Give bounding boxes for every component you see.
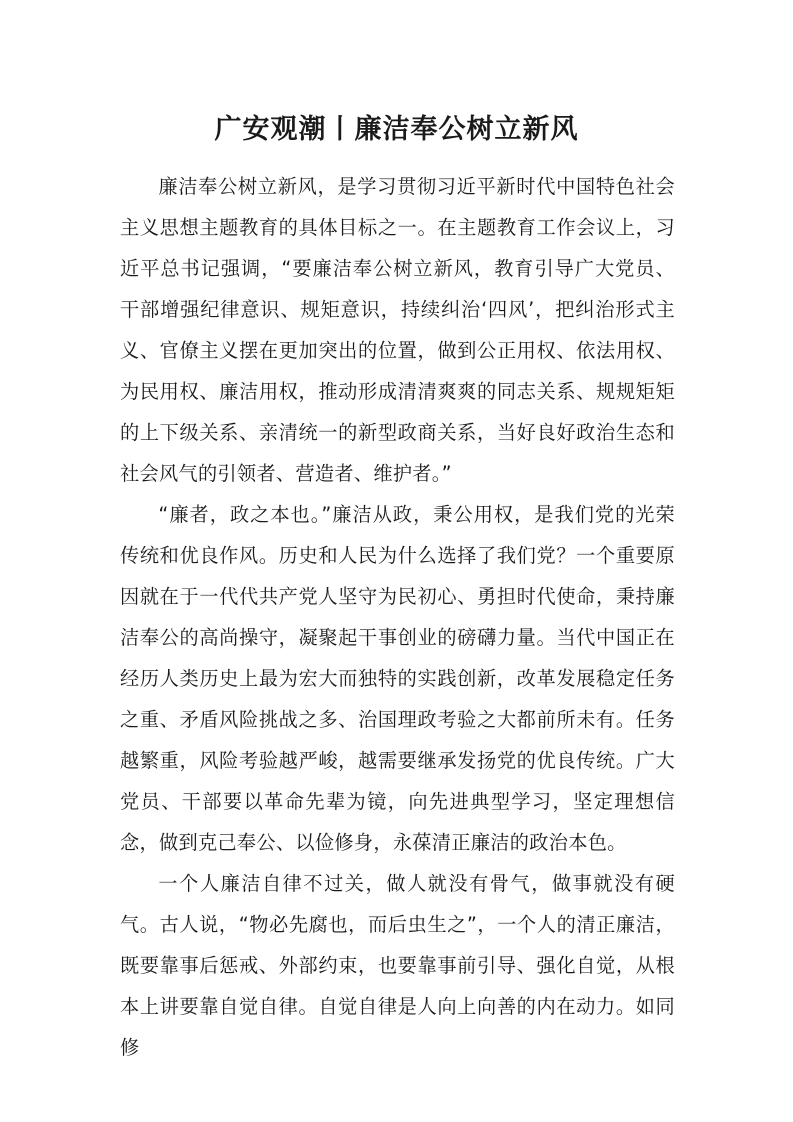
document-title: 广安观潮丨廉洁奉公树立新风 (214, 114, 579, 145)
paragraph-1: 廉洁奉公树立新风，是学习贯彻习近平新时代中国特色社会主义思想主题教育的具体目标之一。在主题教育工作会议上，习近平总书记强调，“要廉洁奉公树立新风，教育引导广大党员、干部增强纪律意识、规矩意识，持续纠治‘四风’，把纠治形式主义、官僚主义摆在更加突出的位置，做到公正用权、依法用权、为民用权、廉洁用权，推动形成清清爽爽的同志关系、规规矩矩的上下级关系、亲清统一的新型政商关系，当好良好政治生态和社会风气的引领者、营造者、维护者。” (120, 175, 675, 485)
paragraph-2: “廉者，政之本也。”廉洁从政，秉公用权，是我们党的光荣传统和优良作风。历史和人民为什么选择了我们党？一个重要原因就在于一代代共产党人坚守为民初心、勇担时代使命，秉持廉洁奉公的高尚操守，凝聚起干事创业的磅礴力量。当代中国正在经历人类历史上最为宏大而独特的实践创新，改革发展稳定任务之重、矛盾风险挑战之多、治国理政考验之大都前所未有。任务越繁重，风险考验越严峻，越需要继承发扬党的优良传统。广大党员、干部要以革命先辈为镜，向先进典型学习，坚定理想信念，做到克己奉公、以俭修身，永葆清正廉洁的政治本色。 (120, 503, 675, 854)
paragraph-3: 一个人廉洁自律不过关，做人就没有骨气，做事就没有硬气。古人说，“物必先腐也，而后虫生之”，一个人的清正廉洁，既要靠事后惩戒、外部约束，也要靠事前引导、强化自觉，从根本上讲要靠自觉自律。自觉自律是人向上向善的内在动力。如同修 (120, 872, 675, 1059)
document-body (120, 166, 675, 1068)
